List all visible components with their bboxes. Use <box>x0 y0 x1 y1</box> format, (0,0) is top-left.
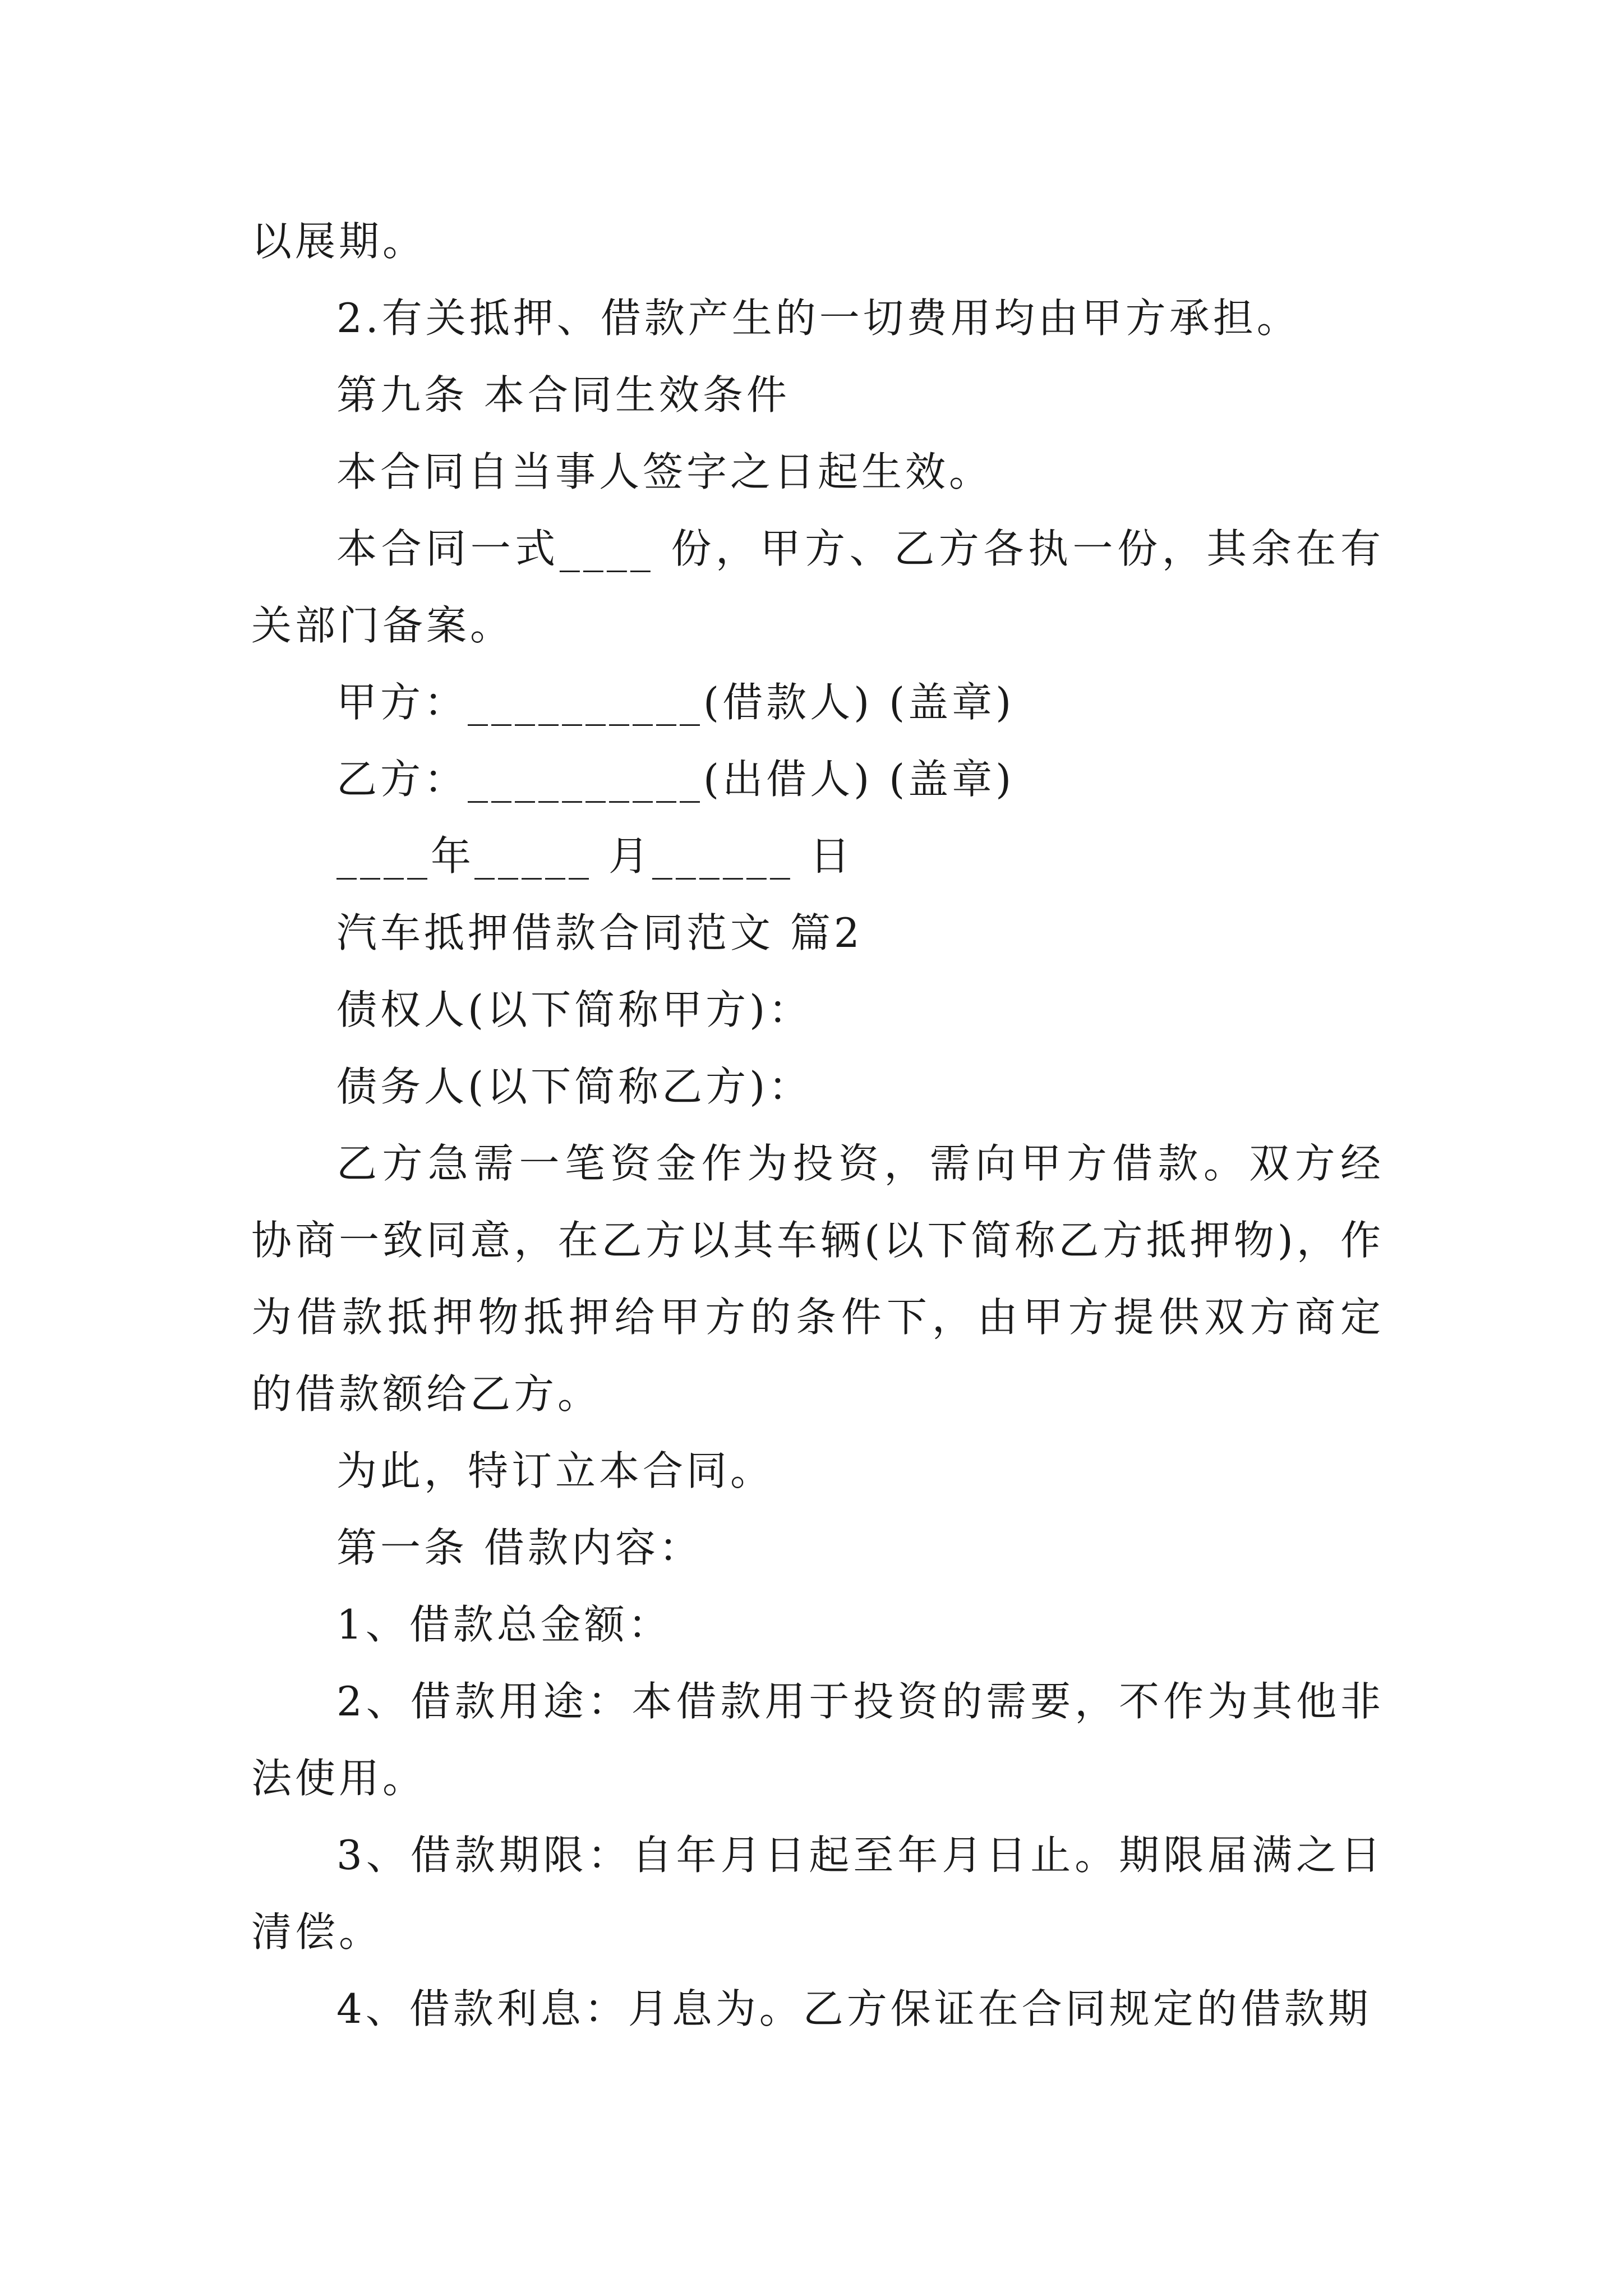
item-loan-term: 3、借款期限：自年月日起至年月日止。期限届满之日清偿。 <box>251 1832 1384 1955</box>
item-loan-purpose: 2、借款用途：本借款用于投资的需要，不作为其他非法使用。 <box>251 1678 1384 1802</box>
creditor-line: 债权人(以下简称甲方)： <box>336 986 813 1033</box>
paragraph-copies: 本合同一式____ 份，甲方、乙方各执一份，其余在有关部门备案。 <box>251 525 1384 649</box>
signature-party-a: 甲方：__________(借款人) (盖章) <box>336 679 1015 726</box>
paragraph-hereby: 为此，特订立本合同。 <box>336 1447 774 1494</box>
signature-party-b: 乙方：__________(出借人) (盖章) <box>336 756 1015 803</box>
paragraph-preamble: 乙方急需一笔资金作为投资，需向甲方借款。双方经协商一致同意，在乙方以其车辆(以下简称乙方抵押物)，作为借款抵押物抵押给甲方的条件下，由甲方提供双方商定的借款额给乙方。 <box>251 1140 1384 1418</box>
article-one-heading: 第一条 借款内容： <box>336 1524 703 1571</box>
item-total-amount: 1、借款总金额： <box>336 1601 672 1648</box>
document-body <box>251 203 1384 2047</box>
paragraph-fees-clause: 2.有关抵押、借款产生的一切费用均由甲方承担。 <box>336 295 1301 342</box>
article-nine-heading: 第九条 本合同生效条件 <box>336 371 790 418</box>
signature-date: ____年_____ 月______ 日 <box>336 832 854 880</box>
debtor-line: 债务人(以下简称乙方)： <box>336 1063 813 1110</box>
paragraph-effective-date: 本合同自当事人签字之日起生效。 <box>336 448 993 495</box>
paragraph-extension-clause-end: 以展期。 <box>251 218 427 265</box>
contract-two-title: 汽车抵押借款合同范文 篇2 <box>336 909 863 956</box>
item-loan-interest: 4、借款利息：月息为。乙方保证在合同规定的借款期 <box>336 1985 1372 2032</box>
